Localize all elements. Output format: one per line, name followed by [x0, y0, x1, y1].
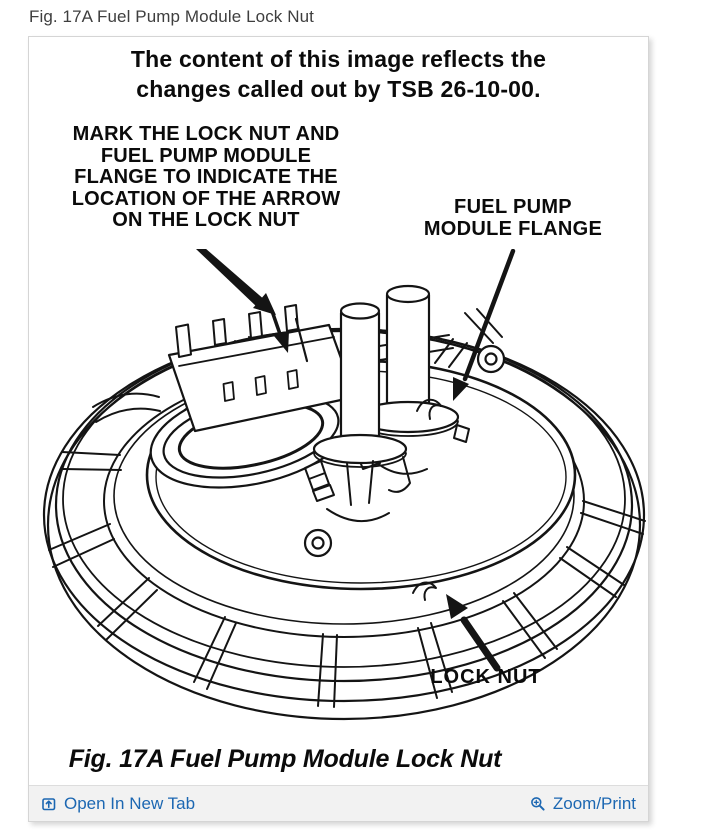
callout-line: FUEL PUMP — [454, 196, 572, 218]
open-in-new-tab-label: Open In New Tab — [64, 793, 196, 813]
callout-line: MARK THE LOCK NUT AND — [72, 123, 340, 145]
tsb-notice-line1: The content of this image reflects the — [130, 46, 547, 72]
callout-lock-nut: LOCK NUT — [430, 666, 542, 688]
tsb-notice-line2: changes called out by TSB 26-10-00. — [136, 76, 541, 102]
figure-caption: Fig. 17A Fuel Pump Module Lock Nut — [68, 745, 502, 773]
lock-nut-arrowhead — [446, 594, 468, 619]
callout-line: LOCATION OF THE ARROW — [71, 187, 341, 210]
open-in-new-tab-link[interactable] — [41, 794, 195, 814]
tsb-notice — [29, 44, 648, 104]
callout-line: MODULE FLANGE — [423, 218, 603, 240]
page-title: Fig. 17A Fuel Pump Module Lock Nut — [29, 7, 314, 26]
magnifier-plus-icon — [530, 796, 546, 812]
open-in-new-tab-icon — [41, 796, 57, 812]
callout-line: FUEL PUMP MODULE — [100, 144, 312, 167]
figure-frame — [28, 36, 649, 822]
figure-scan — [29, 37, 648, 785]
zoom-print-label: Zoom/Print — [552, 793, 636, 813]
zoom-print-link[interactable] — [530, 794, 636, 814]
callout-line: ON THE LOCK NUT — [112, 209, 300, 231]
callout-mark-instruction — [41, 124, 371, 232]
callout-fuel-pump-module-flange — [379, 196, 647, 240]
callout-line: FLANGE TO INDICATE THE — [74, 166, 338, 188]
figure-toolbar — [29, 785, 648, 821]
